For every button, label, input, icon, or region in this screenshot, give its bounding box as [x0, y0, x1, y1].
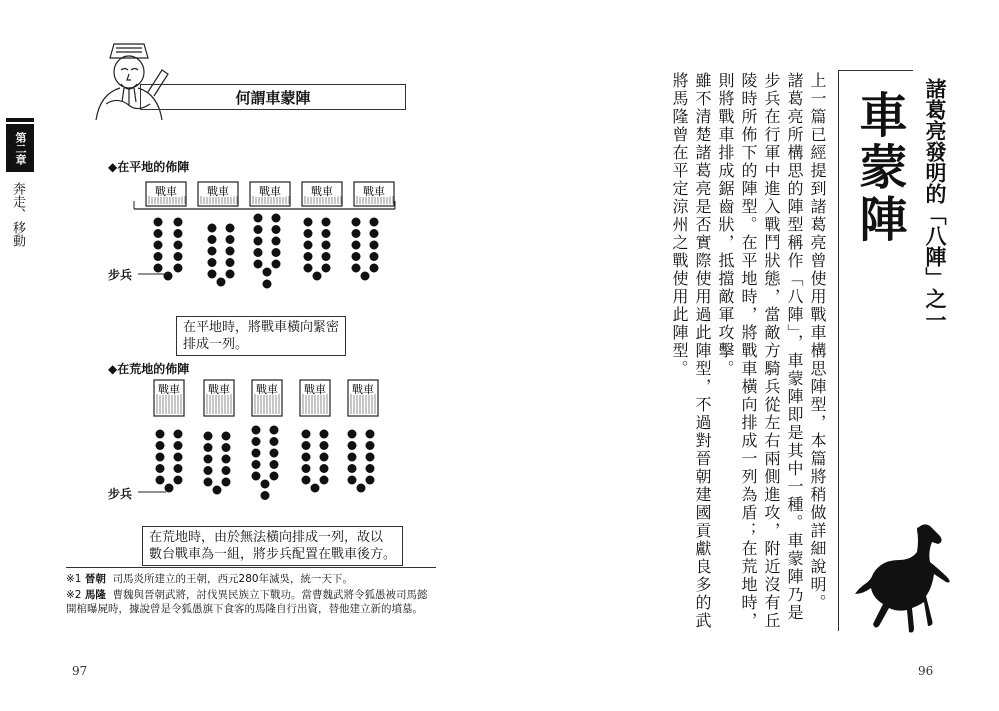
infantry-dot — [174, 430, 183, 439]
chariot-1 — [146, 182, 186, 206]
caption-rough-line1: 在荒地時，由於無法橫向排成一列，故以 — [149, 530, 384, 545]
infantry-dot — [217, 278, 226, 287]
infantry-dot — [366, 453, 375, 462]
infantry-dot — [208, 270, 217, 279]
infantry-dot — [272, 225, 281, 234]
footnote-2-mark: ※2 — [66, 589, 82, 601]
chariot-label: 戰車 — [352, 383, 374, 396]
infantry-dot — [352, 264, 361, 273]
infantry-dot — [263, 268, 272, 277]
infantry-dot — [252, 437, 261, 446]
infantry-dot — [270, 460, 279, 469]
paragraph-2: 諸葛亮所構思的陣型稱作「八陣」，車蒙陣即是其中一種。車蒙陣乃是步兵在行軍中進入戰鬥狀態，當敵方騎兵從左右兩側進攻，附近沒有丘陵時所佈下的陣型。在平地時，將戰車橫向排成一列為盾；在荒地時，則將戰車排成鋸齒狀，抵擋敵軍攻擊。 — [716, 72, 804, 630]
infantry-dot — [320, 453, 329, 462]
chariot-label: 戰車 — [158, 383, 180, 396]
infantry-dot — [222, 455, 231, 464]
footnote-1-text: 司馬炎所建立的王朝，西元280年滅吳，統一天下。 — [112, 573, 354, 585]
infantry-dot — [165, 484, 174, 493]
infantry-dot — [154, 252, 163, 261]
infantry-dot — [226, 270, 235, 279]
caption-flat — [176, 316, 346, 356]
infantry-dot — [261, 480, 270, 489]
infantry-dot — [208, 235, 217, 244]
infantry-dot — [226, 258, 235, 267]
infantry-dot — [252, 426, 261, 435]
infantry-dot — [272, 260, 281, 269]
chapter-subtitle: 奔走、移動 — [10, 182, 25, 247]
chariot-label: 戰車 — [304, 383, 326, 396]
infantry-dot — [348, 430, 357, 439]
infantry-dot — [154, 218, 163, 227]
infantry-dot — [322, 241, 331, 250]
infantry-dot — [370, 229, 379, 238]
infantry-dot — [270, 472, 279, 481]
infantry-dot — [254, 248, 263, 257]
infantry-dot — [263, 280, 272, 289]
infantry-dot — [204, 478, 213, 487]
infantry-dot — [304, 229, 313, 238]
infantry-dot — [174, 241, 183, 250]
infantry-dot — [156, 464, 165, 473]
chariot-4 — [302, 182, 342, 206]
infantry-dot — [352, 241, 361, 250]
infantry-dot — [302, 453, 311, 462]
infantry-dot — [322, 218, 331, 227]
infantry-dot — [222, 432, 231, 441]
infantry-dot — [370, 264, 379, 273]
section-heading-rough: ◆在荒地的佈陣 — [108, 362, 190, 376]
chariot-5 — [354, 182, 394, 206]
chariot-label: 戰車 — [259, 185, 281, 198]
infantry-dot — [322, 252, 331, 261]
page-title: 車蒙陣 — [851, 90, 907, 246]
page-subtitle: 諸葛亮發明的「八陣」之一 — [923, 78, 947, 330]
chariot-label: 戰車 — [207, 185, 229, 198]
infantry-dot — [174, 252, 183, 261]
infantry-dot — [352, 229, 361, 238]
infantry-dot — [174, 453, 183, 462]
paragraph-3: 雖不清楚諸葛亮是否實際使用過此陣型，不過對晉朝建國貢獻良多的武將馬隆曾在平定涼州之戰使用此陣型。 — [670, 72, 712, 630]
infantry-dot — [320, 430, 329, 439]
chariot-3 — [250, 182, 290, 206]
infantry-dot — [213, 486, 222, 495]
caption-flat-line1: 在平地時，將戰車橫向緊密 — [183, 320, 340, 335]
infantry-dot — [222, 443, 231, 452]
infantry-dot — [366, 430, 375, 439]
infantry-dot — [272, 214, 281, 223]
infantry-dot — [348, 441, 357, 450]
chariot-label: 戰車 — [311, 185, 333, 198]
chariot-2 — [198, 182, 238, 206]
infantry-dot — [156, 453, 165, 462]
page-number-left: 97 — [72, 664, 88, 678]
infantry-dot — [226, 235, 235, 244]
infantry-dot — [322, 229, 331, 238]
infantry-dot — [320, 476, 329, 485]
infantry-dot — [156, 430, 165, 439]
chariot-label: 戰車 — [208, 383, 230, 396]
infantry-dot — [352, 252, 361, 261]
infantry-dot — [254, 225, 263, 234]
body-text — [668, 72, 829, 632]
footnote-1 — [66, 572, 436, 586]
infantry-dot — [174, 441, 183, 450]
infantry-dot — [204, 443, 213, 452]
infantry-dot — [304, 252, 313, 261]
infantry-dot — [361, 272, 370, 281]
infantry-dot — [154, 229, 163, 238]
infantry-dot — [320, 441, 329, 450]
infantry-dot — [156, 476, 165, 485]
caption-rough — [142, 526, 403, 566]
infantry-label-rough: 步兵 — [108, 487, 133, 501]
infantry-dot — [208, 224, 217, 233]
infantry-dot — [311, 484, 320, 493]
chapter-label: 第二章 — [6, 124, 34, 172]
infantry-dot — [208, 258, 217, 267]
caption-flat-line2: 排成一列。 — [183, 337, 249, 352]
footnote-rule — [66, 567, 436, 568]
infantry-dot — [304, 264, 313, 273]
diagram-title: 何謂車蒙陣 — [140, 84, 406, 110]
infantry-dot — [352, 218, 361, 227]
infantry-dot — [204, 455, 213, 464]
horse-silhouette — [848, 520, 966, 650]
infantry-dot — [270, 449, 279, 458]
chariot-label: 戰車 — [363, 185, 385, 198]
infantry-dot — [304, 218, 313, 227]
infantry-dot — [222, 466, 231, 475]
infantry-dot — [302, 430, 311, 439]
chariot-4 — [300, 380, 330, 416]
infantry-dot — [156, 441, 165, 450]
footnote-2-term: 馬隆 — [84, 589, 106, 601]
infantry-dot — [208, 247, 217, 256]
infantry-dot — [252, 472, 261, 481]
infantry-dot — [370, 241, 379, 250]
chariot-3 — [252, 380, 282, 416]
infantry-dot — [226, 247, 235, 256]
infantry-dot — [366, 464, 375, 473]
footnote-2-text: 曹魏與晉朝武將，討伐異民族立下戰功。當曹魏武將令狐愚被司馬懿開棺曝屍時，據說曾是令狐愚旗下食客的馬隆自行出資，替他建立新的墳墓。 — [66, 589, 428, 615]
infantry-dot — [302, 476, 311, 485]
chariot-5 — [348, 380, 378, 416]
infantry-dot — [304, 241, 313, 250]
chariot-label: 戰車 — [256, 383, 278, 396]
infantry-dot — [270, 426, 279, 435]
infantry-dot — [348, 453, 357, 462]
page-number-right: 96 — [918, 664, 934, 678]
flat-formation-diagram — [100, 176, 400, 316]
infantry-dot — [174, 264, 183, 273]
infantry-dot — [174, 476, 183, 485]
infantry-dot — [357, 484, 366, 493]
section-heading-flat: ◆在平地的佈陣 — [108, 160, 190, 174]
footnote-2 — [66, 588, 436, 616]
infantry-dot — [174, 218, 183, 227]
infantry-dot — [222, 478, 231, 487]
caption-rough-line2: 數台戰車為一組，將步兵配置在戰車後方。 — [149, 547, 397, 562]
infantry-dot — [302, 464, 311, 473]
infantry-dot — [252, 449, 261, 458]
infantry-dot — [254, 237, 263, 246]
infantry-dot — [320, 464, 329, 473]
footnote-1-term: 晉朝 — [84, 573, 106, 585]
infantry-dot — [226, 224, 235, 233]
chariot-label: 戰車 — [155, 185, 177, 198]
infantry-dot — [348, 464, 357, 473]
infantry-dot — [204, 432, 213, 441]
rough-formation-diagram — [100, 374, 400, 534]
infantry-dot — [366, 441, 375, 450]
infantry-dot — [272, 237, 281, 246]
infantry-dot — [270, 437, 279, 446]
infantry-dot — [174, 464, 183, 473]
chariot-2 — [204, 380, 234, 416]
infantry-dot — [174, 229, 183, 238]
infantry-label-flat: 步兵 — [108, 268, 133, 282]
infantry-dot — [370, 252, 379, 261]
infantry-dot — [254, 260, 263, 269]
infantry-dot — [164, 272, 173, 281]
infantry-dot — [261, 491, 270, 500]
infantry-dot — [322, 264, 331, 273]
chariot-1 — [154, 380, 184, 416]
infantry-dot — [272, 248, 281, 257]
footnote-1-mark: ※1 — [66, 573, 82, 585]
infantry-dot — [154, 241, 163, 250]
infantry-dot — [252, 460, 261, 469]
infantry-dot — [348, 476, 357, 485]
infantry-dot — [370, 218, 379, 227]
infantry-dot — [313, 272, 322, 281]
infantry-dot — [302, 441, 311, 450]
chapter-tab-bar — [6, 118, 34, 122]
infantry-dot — [204, 466, 213, 475]
infantry-dot — [154, 264, 163, 273]
paragraph-1: 上一篇已經提到諸葛亮曾使用戰車構思陣型，本篇將稍做詳細說明。 — [808, 72, 827, 612]
infantry-dot — [254, 214, 263, 223]
infantry-dot — [366, 476, 375, 485]
